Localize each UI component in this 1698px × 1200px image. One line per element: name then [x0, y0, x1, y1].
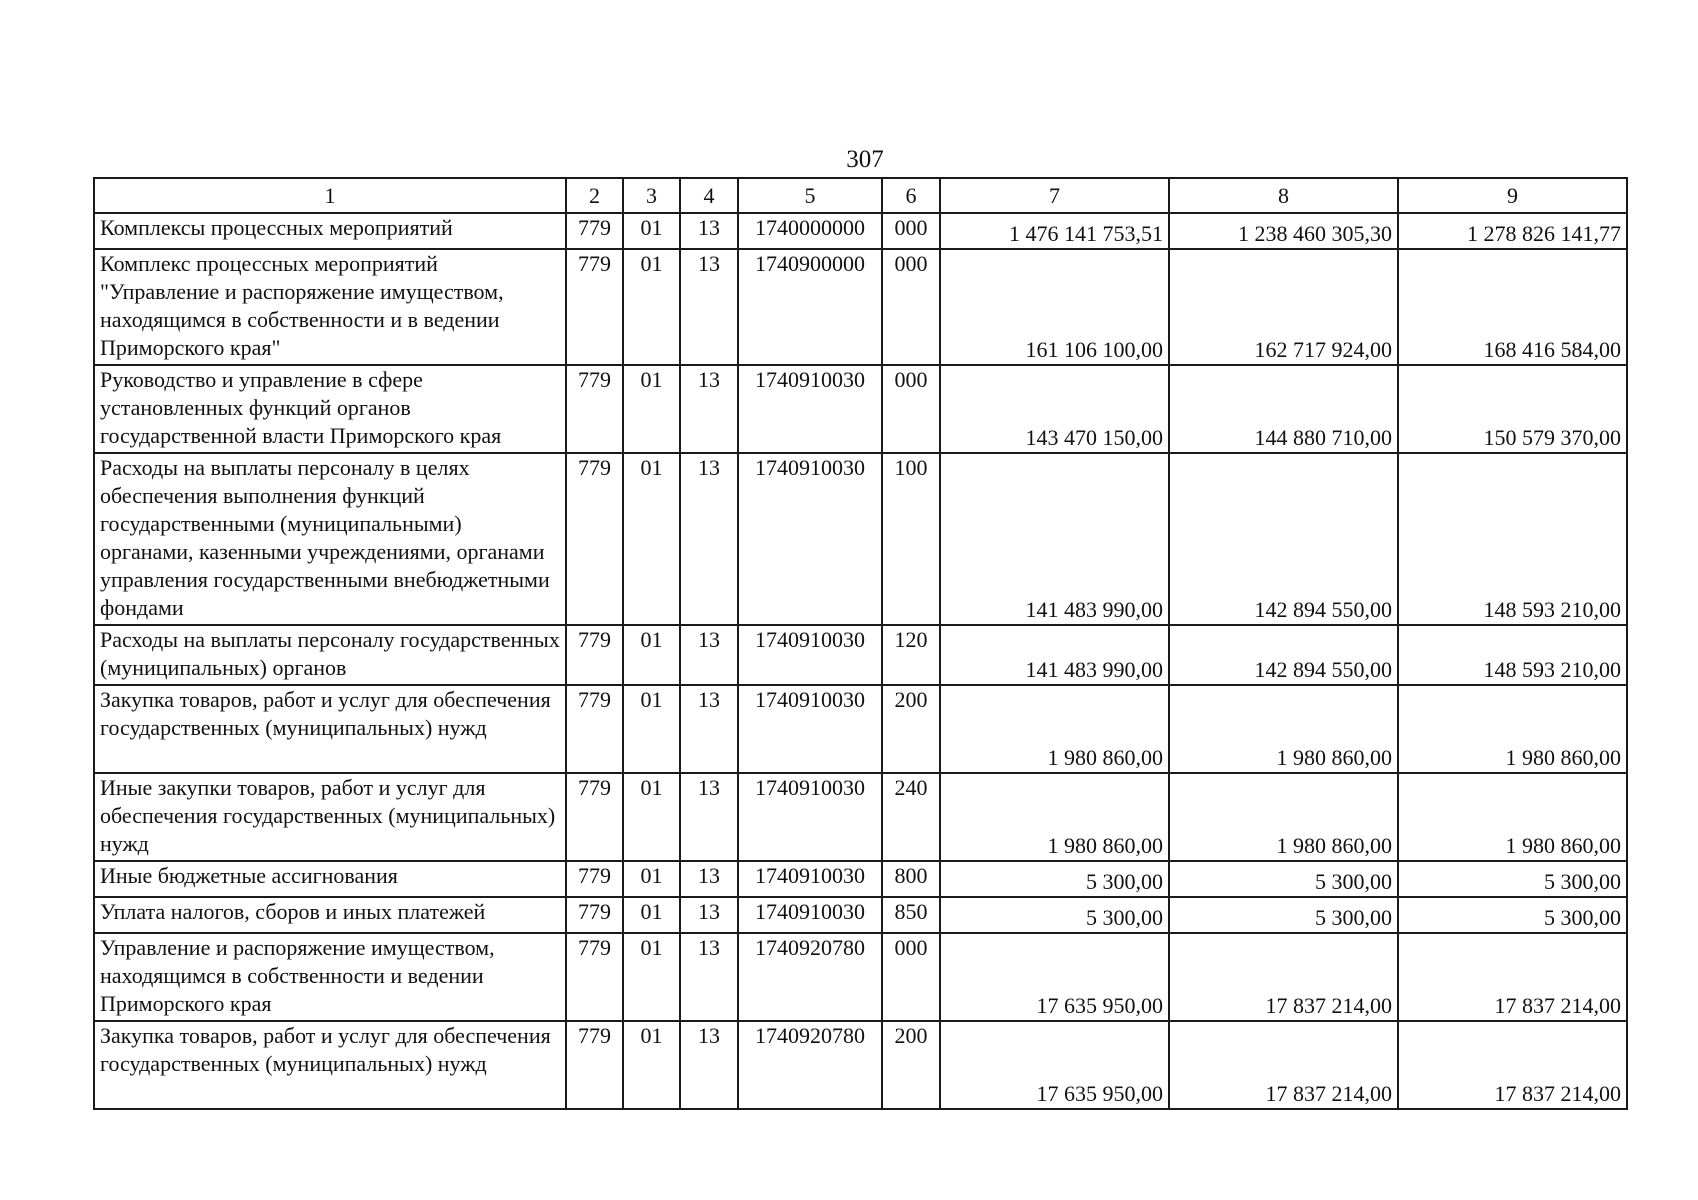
- table-row: [94, 365, 1627, 453]
- row-name: Закупка товаров, работ и услуг для обеспечения государственных (муниципальных) нужд: [94, 1021, 566, 1109]
- code-cell: 000: [882, 933, 940, 1021]
- code-cell: 1740910030: [738, 625, 882, 685]
- code-cell: 1740920780: [738, 1021, 882, 1109]
- amount-cell: 1 980 860,00: [1169, 685, 1398, 773]
- code-cell: 779: [566, 685, 623, 773]
- code-cell: 000: [882, 213, 940, 249]
- code-cell: 13: [680, 685, 738, 773]
- code-cell: 01: [623, 453, 680, 625]
- code-cell: 1740910030: [738, 897, 882, 933]
- amount-cell: 1 980 860,00: [1398, 685, 1627, 773]
- code-cell: 13: [680, 453, 738, 625]
- code-cell: 1740920780: [738, 933, 882, 1021]
- table-row: [94, 249, 1627, 365]
- column-header: 4: [680, 178, 738, 213]
- code-cell: 01: [623, 861, 680, 897]
- table-row: [94, 453, 1627, 625]
- code-cell: 779: [566, 249, 623, 365]
- row-name: Расходы на выплаты персоналу в целях обеспечения выполнения функций государственными (муниципальными) органами, казенными учреждениями, органами управления государственными внебюджетными фондами: [94, 453, 566, 625]
- code-cell: 01: [623, 625, 680, 685]
- row-name: Закупка товаров, работ и услуг для обеспечения государственных (муниципальных) нужд: [94, 685, 566, 773]
- amount-cell: 1 278 826 141,77: [1398, 213, 1627, 249]
- amount-cell: 144 880 710,00: [1169, 365, 1398, 453]
- column-header: 6: [882, 178, 940, 213]
- code-cell: 01: [623, 933, 680, 1021]
- code-cell: 01: [623, 365, 680, 453]
- amount-cell: 141 483 990,00: [940, 453, 1169, 625]
- row-name: Комплексы процессных мероприятий: [94, 213, 566, 249]
- table-row: [94, 933, 1627, 1021]
- code-cell: 200: [882, 1021, 940, 1109]
- amount-cell: 142 894 550,00: [1169, 453, 1398, 625]
- row-name: Управление и распоряжение имуществом, находящимся в собственности и ведении Приморского края: [94, 933, 566, 1021]
- code-cell: 01: [623, 1021, 680, 1109]
- code-cell: 01: [623, 897, 680, 933]
- budget-table: [93, 177, 1628, 1110]
- amount-cell: 142 894 550,00: [1169, 625, 1398, 685]
- code-cell: 1740910030: [738, 685, 882, 773]
- row-name: Комплекс процессных мероприятий "Управление и распоряжение имуществом, находящимся в собственности и в ведении Приморского края": [94, 249, 566, 365]
- code-cell: 1740910030: [738, 773, 882, 861]
- table-row: [94, 1021, 1627, 1109]
- table-row: [94, 625, 1627, 685]
- table-header-row: [94, 178, 1627, 213]
- column-header: 1: [94, 178, 566, 213]
- code-cell: 200: [882, 685, 940, 773]
- amount-cell: 148 593 210,00: [1398, 453, 1627, 625]
- code-cell: 779: [566, 933, 623, 1021]
- code-cell: 13: [680, 933, 738, 1021]
- amount-cell: 148 593 210,00: [1398, 625, 1627, 685]
- table-row: [94, 773, 1627, 861]
- code-cell: 13: [680, 213, 738, 249]
- row-name: Уплата налогов, сборов и иных платежей: [94, 897, 566, 933]
- row-name: Иные закупки товаров, работ и услуг для обеспечения государственных (муниципальных) нужд: [94, 773, 566, 861]
- code-cell: 13: [680, 365, 738, 453]
- column-header: 5: [738, 178, 882, 213]
- amount-cell: 1 980 860,00: [940, 685, 1169, 773]
- amount-cell: 17 837 214,00: [1398, 1021, 1627, 1109]
- code-cell: 01: [623, 685, 680, 773]
- column-header: 9: [1398, 178, 1627, 213]
- code-cell: 13: [680, 249, 738, 365]
- table-row: [94, 213, 1627, 249]
- row-name: Расходы на выплаты персоналу государственных (муниципальных) органов: [94, 625, 566, 685]
- code-cell: 13: [680, 773, 738, 861]
- code-cell: 779: [566, 365, 623, 453]
- code-cell: 779: [566, 861, 623, 897]
- amount-cell: 17 837 214,00: [1398, 933, 1627, 1021]
- code-cell: 779: [566, 1021, 623, 1109]
- table-row: [94, 897, 1627, 933]
- amount-cell: 143 470 150,00: [940, 365, 1169, 453]
- column-header: 7: [940, 178, 1169, 213]
- row-name: Руководство и управление в сфере установленных функций органов государственной власти Приморского края: [94, 365, 566, 453]
- table-row: [94, 861, 1627, 897]
- row-name: Иные бюджетные ассигнования: [94, 861, 566, 897]
- column-header: 8: [1169, 178, 1398, 213]
- amount-cell: 5 300,00: [1169, 861, 1398, 897]
- amount-cell: 1 238 460 305,30: [1169, 213, 1398, 249]
- code-cell: 779: [566, 453, 623, 625]
- code-cell: 000: [882, 365, 940, 453]
- amount-cell: 1 476 141 753,51: [940, 213, 1169, 249]
- code-cell: 13: [680, 625, 738, 685]
- code-cell: 850: [882, 897, 940, 933]
- amount-cell: 17 635 950,00: [940, 1021, 1169, 1109]
- code-cell: 779: [566, 625, 623, 685]
- amount-cell: 17 837 214,00: [1169, 1021, 1398, 1109]
- code-cell: 13: [680, 1021, 738, 1109]
- code-cell: 240: [882, 773, 940, 861]
- code-cell: 13: [680, 897, 738, 933]
- code-cell: 01: [623, 213, 680, 249]
- amount-cell: 5 300,00: [1398, 861, 1627, 897]
- amount-cell: 5 300,00: [940, 897, 1169, 933]
- page-number: 307: [846, 146, 884, 173]
- code-cell: 779: [566, 897, 623, 933]
- code-cell: 120: [882, 625, 940, 685]
- code-cell: 1740910030: [738, 365, 882, 453]
- column-header: 2: [566, 178, 623, 213]
- column-header: 3: [623, 178, 680, 213]
- code-cell: 100: [882, 453, 940, 625]
- code-cell: 01: [623, 249, 680, 365]
- amount-cell: 150 579 370,00: [1398, 365, 1627, 453]
- amount-cell: 17 837 214,00: [1169, 933, 1398, 1021]
- amount-cell: 161 106 100,00: [940, 249, 1169, 365]
- code-cell: 1740000000: [738, 213, 882, 249]
- amount-cell: 1 980 860,00: [1169, 773, 1398, 861]
- amount-cell: 1 980 860,00: [940, 773, 1169, 861]
- code-cell: 800: [882, 861, 940, 897]
- code-cell: 1740910030: [738, 861, 882, 897]
- code-cell: 1740900000: [738, 249, 882, 365]
- amount-cell: 162 717 924,00: [1169, 249, 1398, 365]
- amount-cell: 17 635 950,00: [940, 933, 1169, 1021]
- amount-cell: 5 300,00: [1169, 897, 1398, 933]
- code-cell: 779: [566, 773, 623, 861]
- amount-cell: 5 300,00: [940, 861, 1169, 897]
- amount-cell: 5 300,00: [1398, 897, 1627, 933]
- code-cell: 13: [680, 861, 738, 897]
- code-cell: 000: [882, 249, 940, 365]
- code-cell: 01: [623, 773, 680, 861]
- amount-cell: 168 416 584,00: [1398, 249, 1627, 365]
- amount-cell: 141 483 990,00: [940, 625, 1169, 685]
- code-cell: 1740910030: [738, 453, 882, 625]
- code-cell: 779: [566, 213, 623, 249]
- table-row: [94, 685, 1627, 773]
- amount-cell: 1 980 860,00: [1398, 773, 1627, 861]
